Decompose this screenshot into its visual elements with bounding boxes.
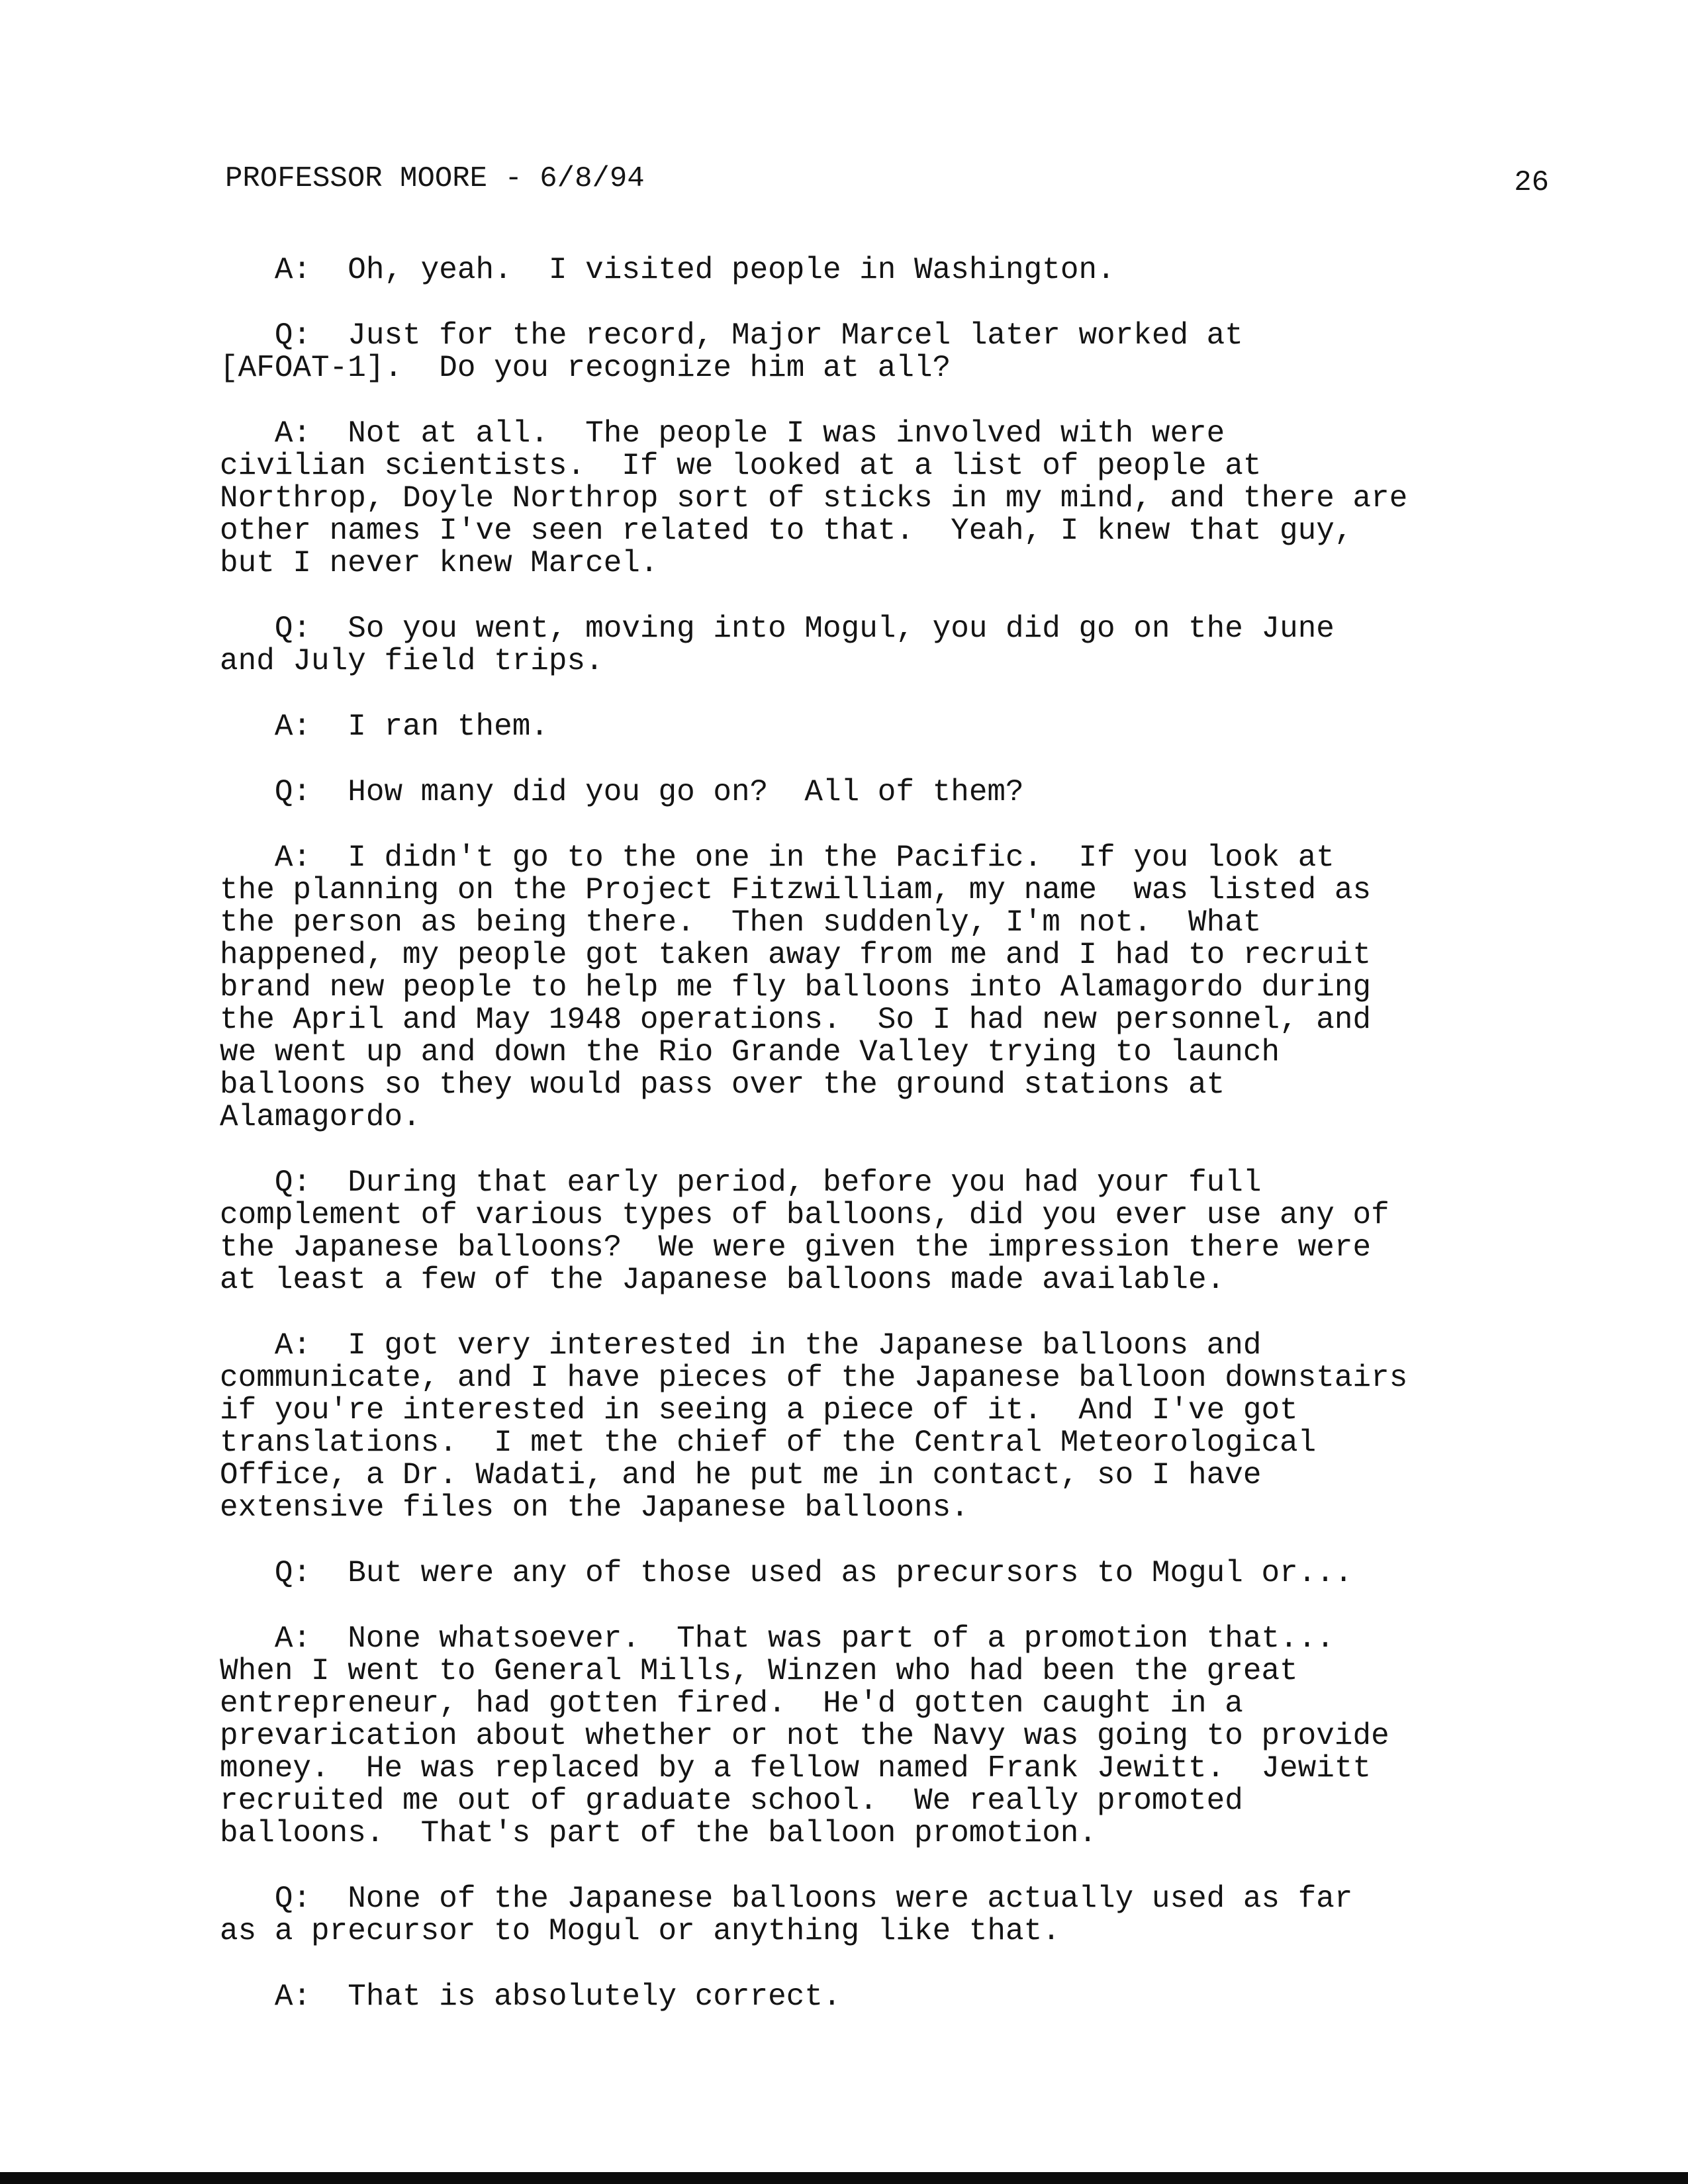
- transcript-line: extensive files on the Japanese balloons.: [220, 1490, 969, 1525]
- speaker-label: Q:: [274, 318, 312, 353]
- transcript-line: [220, 1330, 1570, 1362]
- bottom-border: [0, 2172, 1688, 2184]
- line-text: That is absolutely correct.: [348, 1979, 841, 2014]
- speaker-gap: [311, 1328, 348, 1363]
- speaker-label: Q:: [274, 1882, 312, 1916]
- speaker-label: Q:: [274, 1165, 312, 1200]
- transcript-line: the April and May 1948 operations. So I had new personnel, and: [220, 1003, 1372, 1037]
- speaker-gap: [311, 775, 348, 809]
- transcript-line: communicate, and I have pieces of the Japanese balloon downstairs: [220, 1361, 1408, 1395]
- transcript-line: the person as being there. Then suddenly, I'm not. What: [220, 905, 1262, 940]
- line-text: I didn't go to the one in the Pacific. If you look at: [348, 841, 1335, 875]
- page-number: 26: [1514, 166, 1549, 199]
- speaker-label: A:: [274, 1621, 312, 1656]
- speaker-gap: [311, 1979, 348, 2014]
- transcript-line: Alamagordo.: [220, 1100, 421, 1134]
- speaker-label: A:: [274, 1328, 312, 1363]
- transcript-line: as a precursor to Mogul or anything like that.: [220, 1914, 1060, 1948]
- header-title: PROFESSOR MOORE - 6/8/94: [225, 162, 645, 195]
- speaker-label: A:: [274, 416, 312, 451]
- transcript-line: and July field trips.: [220, 644, 604, 678]
- speaker-label: Q:: [274, 775, 312, 809]
- transcript-line: we went up and down the Rio Grande Valley trying to launch: [220, 1035, 1280, 1069]
- transcript-line: [220, 1981, 1570, 2013]
- speaker-gap: [311, 416, 348, 451]
- paragraph-indent: [220, 709, 275, 744]
- transcript-paragraph: [220, 418, 1570, 580]
- transcript-line: if you're interested in seeing a piece of it. And I've got: [220, 1393, 1298, 1428]
- transcript-line: translations. I met the chief of the Central Meteorological: [220, 1426, 1317, 1460]
- transcript-line: complement of various types of balloons, did you ever use any of: [220, 1198, 1389, 1232]
- transcript-line: [220, 1623, 1570, 1655]
- transcript-line: [220, 1167, 1570, 1199]
- transcript-line: [AFOAT-1]. Do you recognize him at all?: [220, 351, 951, 385]
- transcript-line: [220, 254, 1570, 287]
- transcript-line: [220, 1557, 1570, 1590]
- transcript-line: civilian scientists. If we looked at a list of people at: [220, 449, 1262, 483]
- line-text: None of the Japanese balloons were actually used as far: [348, 1882, 1353, 1916]
- transcript-line: but I never knew Marcel.: [220, 546, 659, 580]
- paragraph-indent: [220, 416, 275, 451]
- line-text: None whatsoever. That was part of a promotion that...: [348, 1621, 1335, 1656]
- transcript-paragraph: [220, 842, 1570, 1134]
- paragraph-indent: [220, 841, 275, 875]
- line-text: I ran them.: [348, 709, 549, 744]
- speaker-gap: [311, 841, 348, 875]
- line-text: Not at all. The people I was involved with were: [348, 416, 1225, 451]
- speaker-label: A:: [274, 841, 312, 875]
- transcript-paragraph: [220, 1981, 1570, 2013]
- transcript-paragraph: [220, 613, 1570, 678]
- line-text: During that early period, before you had your full: [348, 1165, 1262, 1200]
- transcript-line: balloons so they would pass over the ground stations at: [220, 1068, 1225, 1102]
- transcript-line: [220, 320, 1570, 352]
- transcript-line: the planning on the Project Fitzwilliam, my name was listed as: [220, 873, 1372, 907]
- transcript-line: [220, 711, 1570, 743]
- transcript-line: balloons. That's part of the balloon promotion.: [220, 1816, 1098, 1850]
- paragraph-indent: [220, 1165, 275, 1200]
- transcript-line: [220, 418, 1570, 450]
- line-text: Oh, yeah. I visited people in Washington.: [348, 253, 1115, 287]
- paragraph-indent: [220, 612, 275, 646]
- transcript-line: the Japanese balloons? We were given the impression there were: [220, 1230, 1372, 1265]
- paragraph-indent: [220, 1621, 275, 1656]
- paragraph-indent: [220, 1882, 275, 1916]
- transcript-line: money. He was replaced by a fellow named Frank Jewitt. Jewitt: [220, 1751, 1372, 1786]
- transcript-paragraph: [220, 254, 1570, 287]
- transcript-line: [220, 613, 1570, 645]
- transcript-line: at least a few of the Japanese balloons made available.: [220, 1263, 1225, 1297]
- speaker-gap: [311, 1882, 348, 1916]
- line-text: Just for the record, Major Marcel later worked at: [348, 318, 1243, 353]
- paragraph-indent: [220, 318, 275, 353]
- transcript-paragraph: [220, 1167, 1570, 1297]
- speaker-gap: [311, 1165, 348, 1200]
- line-text: But were any of those used as precursors to Mogul or...: [348, 1556, 1353, 1590]
- transcript-line: [220, 842, 1570, 874]
- transcript-line: Office, a Dr. Wadati, and he put me in contact, so I have: [220, 1458, 1262, 1492]
- transcript-body: [220, 254, 1570, 2046]
- paragraph-indent: [220, 1328, 275, 1363]
- line-text: I got very interested in the Japanese balloons and: [348, 1328, 1262, 1363]
- transcript-line: recruited me out of graduate school. We really promoted: [220, 1784, 1243, 1818]
- transcript-line: [220, 1883, 1570, 1915]
- transcript-line: happened, my people got taken away from me and I had to recruit: [220, 938, 1372, 972]
- transcript-paragraph: [220, 711, 1570, 743]
- speaker-gap: [311, 253, 348, 287]
- transcript-paragraph: [220, 1557, 1570, 1590]
- transcript-line: When I went to General Mills, Winzen who had been the great: [220, 1654, 1298, 1688]
- transcript-paragraph: [220, 1330, 1570, 1524]
- transcript-paragraph: [220, 1623, 1570, 1850]
- paragraph-indent: [220, 775, 275, 809]
- speaker-gap: [311, 1621, 348, 1656]
- transcript-line: prevarication about whether or not the Navy was going to provide: [220, 1719, 1389, 1753]
- paragraph-indent: [220, 1556, 275, 1590]
- speaker-gap: [311, 612, 348, 646]
- speaker-gap: [311, 1556, 348, 1590]
- line-text: So you went, moving into Mogul, you did go on the June: [348, 612, 1335, 646]
- transcript-line: other names I've seen related to that. Yeah, I knew that guy,: [220, 514, 1353, 548]
- transcript-line: brand new people to help me fly balloons into Alamagordo during: [220, 970, 1372, 1005]
- speaker-label: A:: [274, 1979, 312, 2014]
- transcript-line: Northrop, Doyle Northrop sort of sticks in my mind, and there are: [220, 481, 1408, 516]
- paragraph-indent: [220, 1979, 275, 2014]
- page-header: [225, 159, 1549, 199]
- transcript-line: entrepreneur, had gotten fired. He'd gotten caught in a: [220, 1686, 1243, 1721]
- transcript-line: [220, 776, 1570, 809]
- speaker-label: A:: [274, 253, 312, 287]
- line-text: How many did you go on? All of them?: [348, 775, 1024, 809]
- speaker-label: Q:: [274, 612, 312, 646]
- transcript-paragraph: [220, 320, 1570, 385]
- speaker-gap: [311, 318, 348, 353]
- speaker-label: A:: [274, 709, 312, 744]
- transcript-paragraph: [220, 1883, 1570, 1948]
- speaker-gap: [311, 709, 348, 744]
- speaker-label: Q:: [274, 1556, 312, 1590]
- paragraph-indent: [220, 253, 275, 287]
- transcript-paragraph: [220, 776, 1570, 809]
